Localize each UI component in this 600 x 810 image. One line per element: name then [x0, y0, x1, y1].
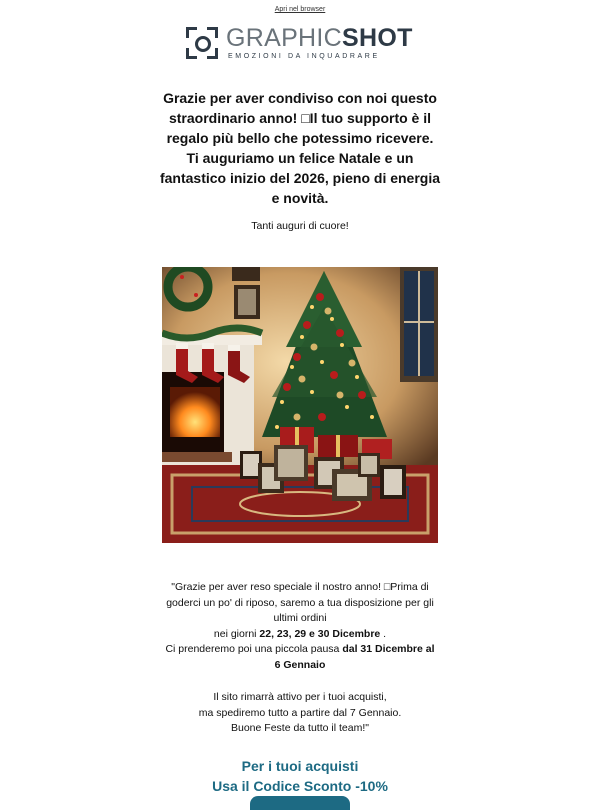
camera-frame-icon [186, 27, 218, 59]
open-in-browser-link[interactable]: Apri nel browser [274, 6, 326, 13]
logo-wordmark: GRAPHICSHOT [226, 24, 413, 52]
christmas-tree-image [162, 267, 438, 543]
intro-message: Grazie per aver condiviso con noi questo straordinario anno! □Il tuo supporto è il regalo più bello che potessimo ricevere. Ti auguriamo un felice Natale e un fantastico inizio del 2026, pieno di energia e novità. [159, 90, 441, 206]
brand-logo[interactable] [186, 26, 413, 60]
discount-code-text: Usa il Codice Sconto -10% [212, 778, 388, 794]
holiday-message: "Grazie per aver reso speciale il nostro anno! □Prima di goderci un po' di riposo, saremo a tua disposizione per gli ultimi ordini nei giorni 22, 23, 29 e 30 Dicembre . Ci prenderemo poi una piccola pausa dal 31 Dicembre al 6 Gennaio Il sito rimarrà attivo per i tuoi acquisti, ma spediremo tutto a partire dal 7 Gennaio. Buone Feste da tutto il team!" [165, 581, 435, 734]
shop-button[interactable] [250, 796, 350, 810]
greeting-text: Tanti auguri di cuore! [251, 220, 349, 232]
cta-heading: Per i tuoi acquisti [241, 758, 359, 774]
logo-tagline: EMOZIONI DA INQUADRARE [228, 53, 380, 60]
